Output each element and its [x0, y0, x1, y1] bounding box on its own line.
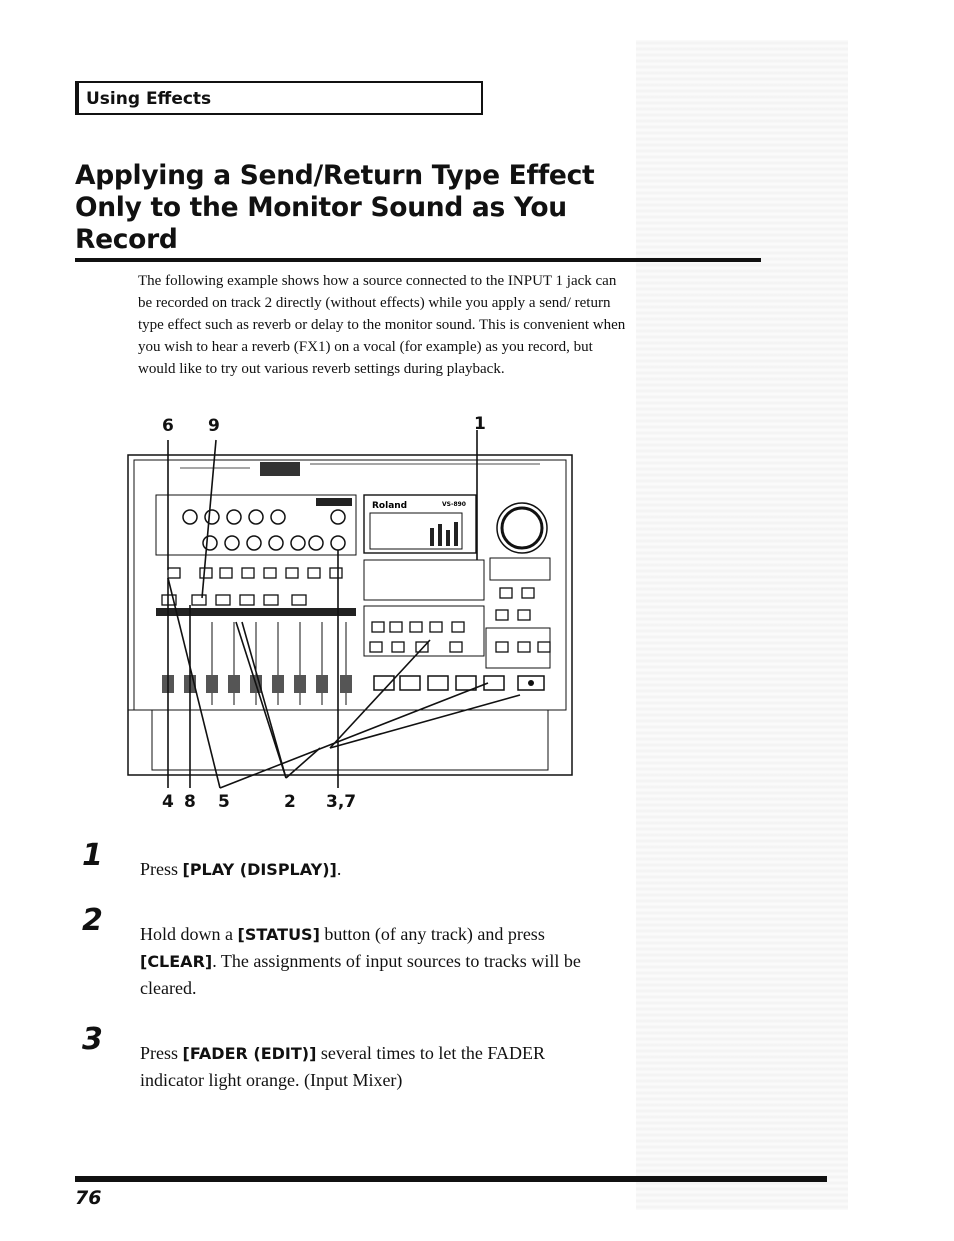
fader-edit-button-ref: [FADER (EDIT)]	[182, 1044, 317, 1063]
step-1-post: .	[336, 859, 342, 879]
callout-4: 4	[162, 792, 174, 812]
footer-rule	[75, 1176, 827, 1182]
callout-1: 1	[474, 414, 486, 434]
callout-3-7: 3,7	[326, 792, 357, 812]
step-2-number: 2	[82, 903, 103, 938]
page-title	[75, 160, 635, 256]
device-illustration	[120, 410, 580, 820]
step-2-post: . The assignments of input sources to tracks will be cleared.	[140, 951, 581, 998]
scan-bleed-strip	[636, 40, 848, 1210]
step-2-text	[140, 921, 610, 1001]
device-brand-label: Roland	[372, 501, 408, 511]
intro-paragraph: The following example shows how a source connected to the INPUT 1 jack can be recorded on track 2 directly (without effects) while you apply a send/ return type effect such as reverb or delay to the monitor sound. This is convenient when you wish to hear a reverb (FX1) on a vocal (for example) as you record, but would like to try out various reverb settings during playback.	[138, 273, 626, 377]
callout-6: 6	[162, 416, 174, 436]
step-1-number: 1	[82, 838, 103, 873]
status-button-ref: [STATUS]	[237, 925, 320, 944]
clear-button-ref: [CLEAR]	[140, 952, 213, 971]
step-1-text	[140, 856, 610, 883]
section-header-label: Using Effects	[86, 89, 212, 109]
step-1-pre: Press	[140, 859, 183, 879]
title-rule	[75, 258, 761, 262]
play-display-button-ref: [PLAY (DISPLAY)]	[182, 860, 337, 879]
device-model-label: VS-890	[442, 501, 466, 508]
title-line-2: Only to the Monitor Sound as You	[75, 192, 567, 223]
title-line-1: Applying a Send/Return Type Effect	[75, 160, 595, 191]
step-3-post: several times to let the FADER indicator light orange. (Input Mixer)	[140, 1043, 546, 1090]
step-3-number: 3	[82, 1022, 103, 1057]
step-2-pre: Hold down a	[140, 924, 238, 944]
callout-5: 5	[218, 792, 230, 812]
section-header	[75, 81, 483, 115]
callout-2: 2	[284, 792, 296, 812]
callout-9: 9	[208, 416, 220, 436]
callout-8: 8	[184, 792, 196, 812]
page-number: 76	[75, 1187, 102, 1209]
step-3-pre: Press	[140, 1043, 183, 1063]
step-2-mid: button (of any track) and press	[319, 924, 545, 944]
title-line-3: Record	[75, 224, 178, 255]
device-figure	[120, 410, 580, 820]
step-3-text	[140, 1040, 610, 1093]
